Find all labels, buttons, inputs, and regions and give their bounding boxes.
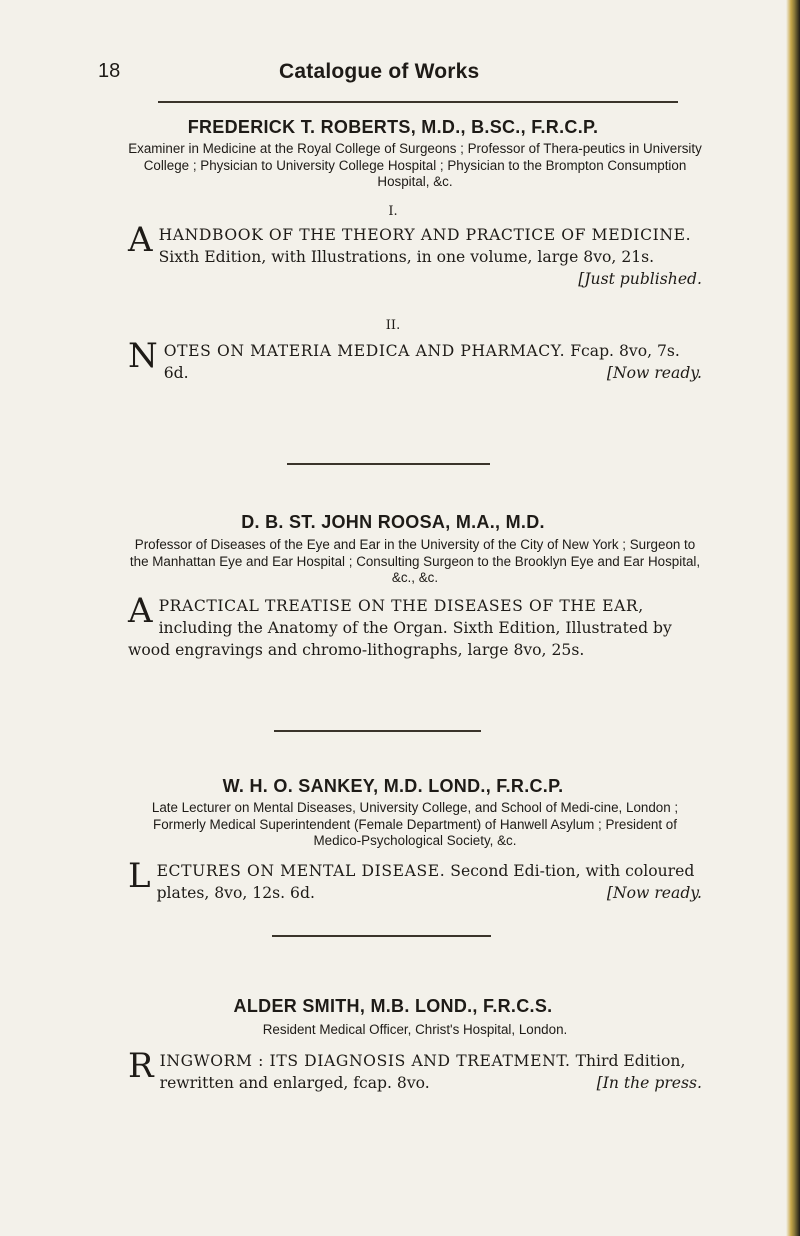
work-title: ECTURES ON MENTAL DISEASE. xyxy=(156,862,446,880)
work-details: Second Edi-tion, with coloured plates, 8vo, 12s. 6d. xyxy=(156,862,695,902)
catalogue-entry xyxy=(128,1046,702,1094)
section-divider xyxy=(287,463,490,465)
section-divider xyxy=(272,935,491,937)
work-details: Fcap. 8vo, 7s. 6d. xyxy=(163,342,680,382)
catalogue-entry xyxy=(128,591,702,661)
catalogue-entry xyxy=(128,336,702,384)
drop-cap: A xyxy=(128,220,153,260)
header-rule xyxy=(158,101,678,103)
work-title: PRACTICAL TREATISE ON THE DISEASES OF THE EAR, xyxy=(158,597,644,615)
publication-status: [Just published. xyxy=(578,270,702,288)
work-title: HANDBOOK OF THE THEORY AND PRACTICE OF MEDICINE. xyxy=(158,226,692,244)
work-details: Sixth Edition, with Illustrations, in one volume, large 8vo, 21s. xyxy=(158,248,655,266)
section-divider xyxy=(274,730,481,732)
work-details: including the Anatomy of the Organ. Sixth Edition, Illustrated by wood engravings and chromo-lithographs, large 8vo, 25s. xyxy=(128,619,672,659)
drop-cap: N xyxy=(128,336,158,376)
work-details: Third Edition, rewritten and enlarged, fcap. 8vo. xyxy=(159,1052,686,1092)
work-title: INGWORM : ITS DIAGNOSIS AND TREATMENT. xyxy=(159,1052,571,1070)
publication-status: [In the press. xyxy=(596,1074,702,1092)
page-edge xyxy=(786,0,800,1236)
drop-cap: A xyxy=(128,591,153,631)
author-name: W. H. O. SANKEY, M.D. LOND., F.R.C.P. xyxy=(222,776,564,796)
author-affiliation: Late Lecturer on Mental Diseases, University College, and School of Medi-cine, London ; Formerly Medical Superintendent (Female Department) of Hanwell Asylum ; President of Medico-Psychological Society, &c. xyxy=(151,800,679,848)
work-title: OTES ON MATERIA MEDICA AND PHARMACY. xyxy=(163,342,566,360)
author-name: D. B. ST. JOHN ROOSA, M.A., M.D. xyxy=(241,512,545,532)
drop-cap: L xyxy=(128,856,151,896)
author-affiliation: Examiner in Medicine at the Royal College of Surgeons ; Professor of Thera-peutics in University College ; Physician to University College Hospital ; Physician to the Brompton Consumption Hospital, &c. xyxy=(128,141,702,189)
author-name: ALDER SMITH, M.B. LOND., F.R.C.S. xyxy=(233,996,553,1016)
work-numeral: II. xyxy=(385,318,401,333)
catalogue-entry xyxy=(128,220,702,290)
page-title: Catalogue of Works xyxy=(279,60,480,83)
author-affiliation: Professor of Diseases of the Eye and Ear in the University of the City of New York ; Surgeon to the Manhattan Eye and Ear Hospital ; Consulting Surgeon to the Brooklyn Eye and Ear Hospital, &c., &c. xyxy=(129,537,701,585)
publication-status: [Now ready. xyxy=(606,884,702,902)
work-numeral: I. xyxy=(388,204,398,219)
catalogue-entry xyxy=(128,856,702,904)
author-name: FREDERICK T. ROBERTS, M.D., B.SC., F.R.C.P. xyxy=(187,117,599,137)
page-number: 18 xyxy=(98,60,121,82)
author-affiliation: Resident Medical Officer, Christ's Hospital, London. xyxy=(262,1022,568,1037)
drop-cap: R xyxy=(128,1046,154,1086)
publication-status: [Now ready. xyxy=(606,364,702,382)
running-head xyxy=(98,60,698,100)
